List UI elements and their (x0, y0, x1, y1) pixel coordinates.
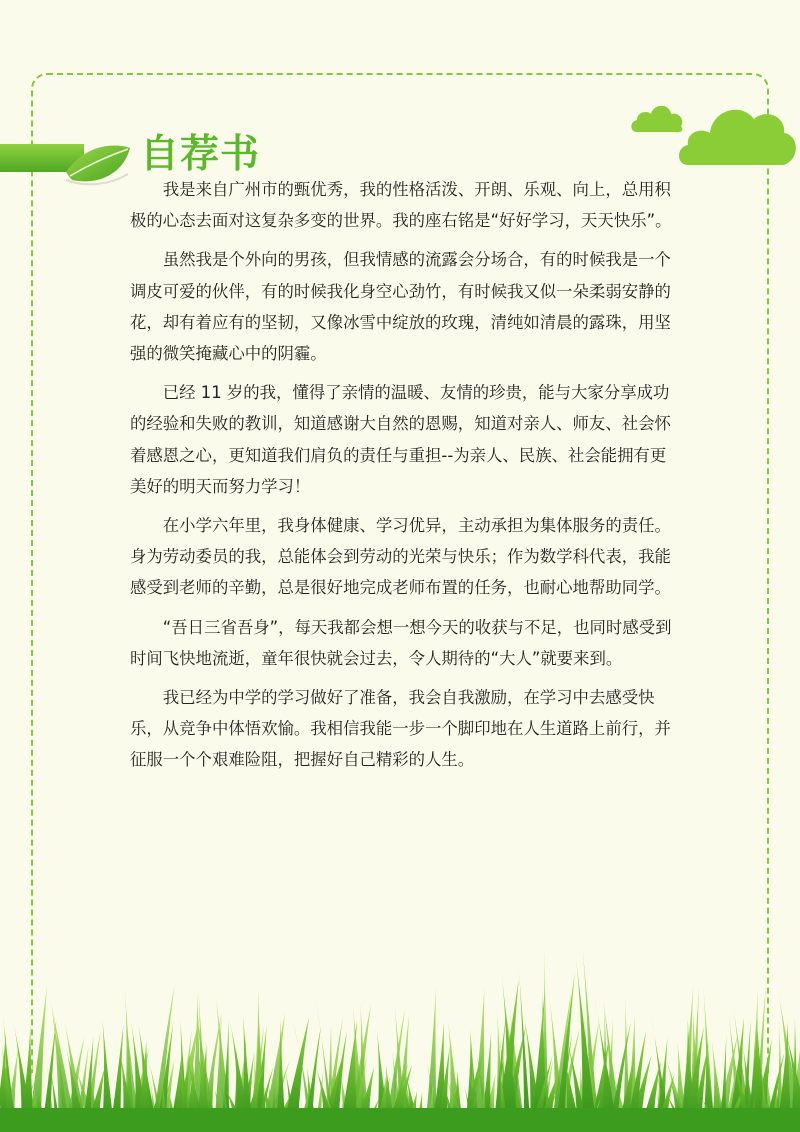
paragraph: “吾日三省吾身”，每天我都会想一想今天的收获与不足，也同时感受到时间飞快地流逝，童年很快就会过去，令人期待的“大人”就要来到。 (130, 617, 672, 668)
grass-base (0, 1108, 800, 1132)
leaf-ribbon-icon (0, 134, 140, 190)
page-title: 自荐书 (140, 132, 261, 177)
paragraph: 我是来自广州市的甄优秀，我的性格活泼、开朗、乐观、向上，总用积极的心态去面对这复杂多变的世界。我的座右铭是“好好学习，天天快乐”。 (130, 180, 672, 231)
paragraph: 已经 11 岁的我，懂得了亲情的温暖、友情的珍贵，能与大家分享成功的经验和失败的教训，知道感谢大自然的恩赐，知道对亲人、师友、社会怀着感恩之心，更知道我们肩负的责任与重担--为亲人、民族、社会能拥有更美好的明天而努力学习！ (130, 383, 671, 496)
document-body (130, 174, 672, 776)
paragraph: 虽然我是个外向的男孩，但我情感的流露会分场合，有的时候我是一个调皮可爱的伙伴，有的时候我化身空心劲竹，有时候我又似一朵柔弱安静的花，却有着应有的坚韧，又像冰雪中绽放的玫瑰，清纯如清晨的露珠，用坚强的微笑掩藏心中的阴霾。 (130, 250, 671, 364)
paragraph: 我已经为中学的学习做好了准备，我会自我激励，在学习中去感受快乐，从竞争中体悟欢愉。我相信我能一步一个脚印地在人生道路上前行，并征服一个个艰难险阻，把握好自己精彩的人生。 (130, 688, 671, 770)
paragraph: 在小学六年里，我身体健康、学习优异，主动承担为集体服务的责任。身为劳动委员的我，总能体会到劳动的光荣与快乐；作为数学科代表，我能感受到老师的辛勤，总是很好地完成老师布置的任务，也耐心地帮助同学。 (130, 516, 671, 598)
grass-illustration (0, 920, 800, 1132)
cloud-icon (676, 97, 800, 167)
